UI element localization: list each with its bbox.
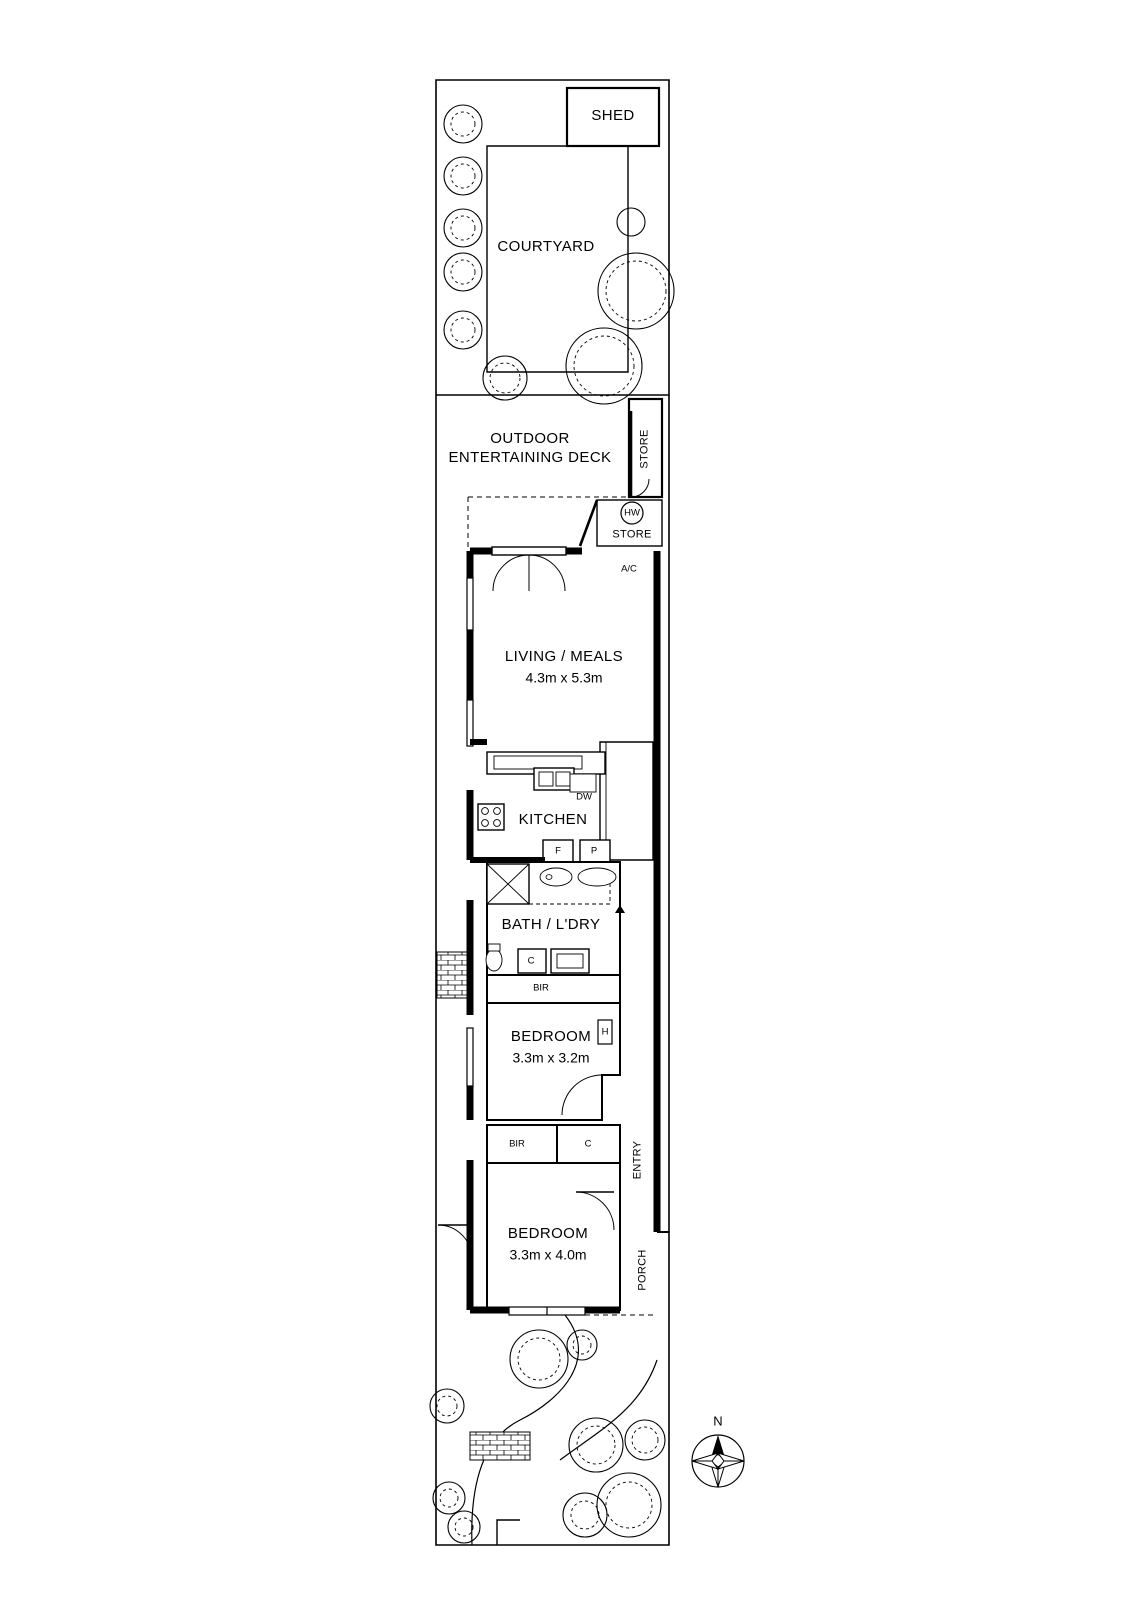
room-label-deck-line1: OUTDOOR [490, 430, 570, 448]
room-label-kitchen: KITCHEN [518, 811, 588, 829]
annotation-store-lower: STORE [612, 528, 652, 541]
room-label-courtyard: COURTYARD [497, 238, 595, 256]
room-label-living: LIVING / MEALS [504, 648, 624, 666]
annotation-heater: H [601, 1026, 609, 1038]
annotation-bir-1: BIR [533, 982, 549, 994]
compass-north-label: N [713, 1413, 723, 1429]
room-dim-bedroom-2: 3.3m x 4.0m [509, 1246, 587, 1263]
room-label-bedroom-2: BEDROOM [507, 1225, 589, 1243]
room-dim-bedroom-1: 3.3m x 3.2m [512, 1049, 590, 1066]
room-label-shed: SHED [591, 107, 635, 125]
room-label-bath: BATH / L'DRY [501, 916, 601, 934]
annotation-porch: PORCH [636, 1249, 649, 1291]
annotation-entry: ENTRY [631, 1140, 644, 1180]
room-dim-living: 4.3m x 5.3m [525, 669, 603, 686]
annotation-cupboard-bath: C [527, 955, 535, 967]
room-label-deck-line2: ENTERTAINING DECK [448, 449, 612, 467]
annotation-hot-water: HW [624, 507, 640, 519]
annotation-fridge: F [555, 845, 561, 857]
room-label-bedroom-1: BEDROOM [510, 1028, 592, 1046]
annotation-store-upper: STORE [638, 429, 651, 469]
annotation-pantry: P [590, 845, 598, 857]
annotation-air-con: A/C [621, 563, 637, 575]
annotation-dishwasher: DW [576, 791, 592, 803]
annotation-cupboard-hall: C [584, 1138, 592, 1150]
compass-rose [692, 1435, 744, 1487]
annotation-bir-2: BIR [509, 1138, 525, 1150]
